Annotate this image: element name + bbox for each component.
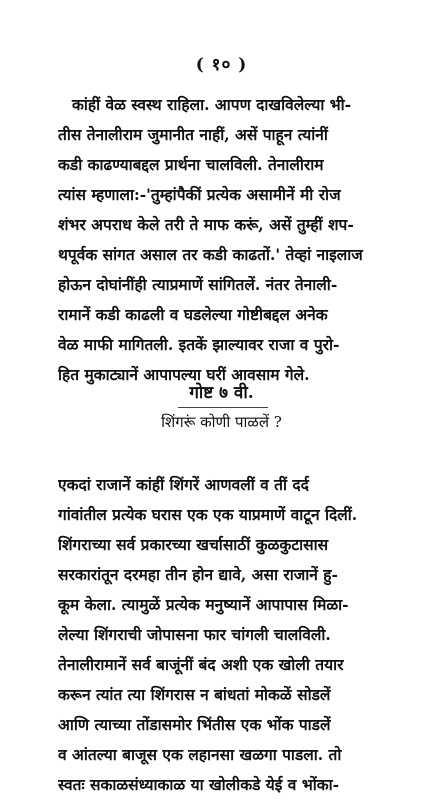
text-line: शंभर अपराध केले तरी ते माफ करूं, असें तुम्हीं शप-	[58, 215, 354, 234]
text-line: रामानें कडी काढली व घडलेल्या गोष्टीबद्दल अनेक	[58, 305, 328, 324]
text-line: आणि त्याच्या तोंडासमोर भिंतीस एक भोंक पाडलें	[58, 715, 331, 734]
text-line: शिंगराच्या सर्व प्रकारच्या खर्चासाठीं कुळकुटासास	[58, 535, 329, 554]
text-line: होऊन दोघांनींही त्याप्रमाणें सांगितलें. नंतर तेनाली-	[58, 275, 338, 294]
text-line: कूम केला. त्यामुळें प्रत्येक मनुष्यानें आपापास मिळा-	[58, 595, 349, 614]
text-line: तीस तेनालीराम जुमानीत नाहीं, असें पाहून त्यांनीं	[58, 125, 328, 144]
text-line: वेळ माफी मागितली. इतकें झाल्यावर राजा व पुरो-	[58, 335, 340, 354]
paragraph-1	[58, 90, 370, 390]
text-line: एकदां राजानें कांहीं शिंगरें आणवलीं व तीं दर्द	[58, 475, 309, 494]
text-line: व आंतल्या बाजूस एक लहानसा खळगा पाडला. तो	[58, 745, 342, 764]
text-line: लेल्या शिंगराची जोपासना फार चांगली चालविली.	[58, 625, 331, 644]
text-line: तेनालीरामानें सर्व बाजूंनीं बंद अशी एक खोली तयार	[58, 655, 344, 674]
text-line: कडी काढण्याबद्दल प्रार्थना चालविली. तेनालीराम	[58, 155, 324, 174]
story-subheading: शिंगरूं कोणी पाळलें ?	[161, 413, 282, 431]
text-line: स्वतः सकाळसंध्याकाळ या खोलीकडे येई व भोंका-	[58, 775, 340, 794]
text-line: त्यांस म्हणाला:-'तुम्हांपैकीं प्रत्येक असामीनें मी रोज	[58, 185, 341, 204]
text-line: कांहीं वेळ स्वस्थ राहिला. आपण दाखविलेल्या भी-	[72, 95, 352, 114]
heading-divider	[178, 407, 268, 408]
text-line: थपूर्वक सांगत असाल तर कडी काढतों.' तेव्हां नाइलाज	[58, 245, 363, 264]
page-number: ( १० )	[195, 55, 248, 75]
story-heading: गोष्ट ७ वी.	[189, 383, 254, 403]
text-line: गांवांतील प्रत्येक घरास एक एक याप्रमाणें वाटून दिलीं.	[58, 505, 358, 524]
paragraph-2	[58, 470, 370, 800]
text-line: करून त्यांत त्या शिंगरास न बांधतां मोकळें सोडलें	[58, 685, 331, 704]
text-line: हित मुकाट्यानें आपापल्या घरीं आवसाम गेले.	[58, 365, 310, 384]
text-line: सरकारांतून दरमहा तीन होन द्यावे, असा राजानें हु-	[58, 565, 338, 584]
